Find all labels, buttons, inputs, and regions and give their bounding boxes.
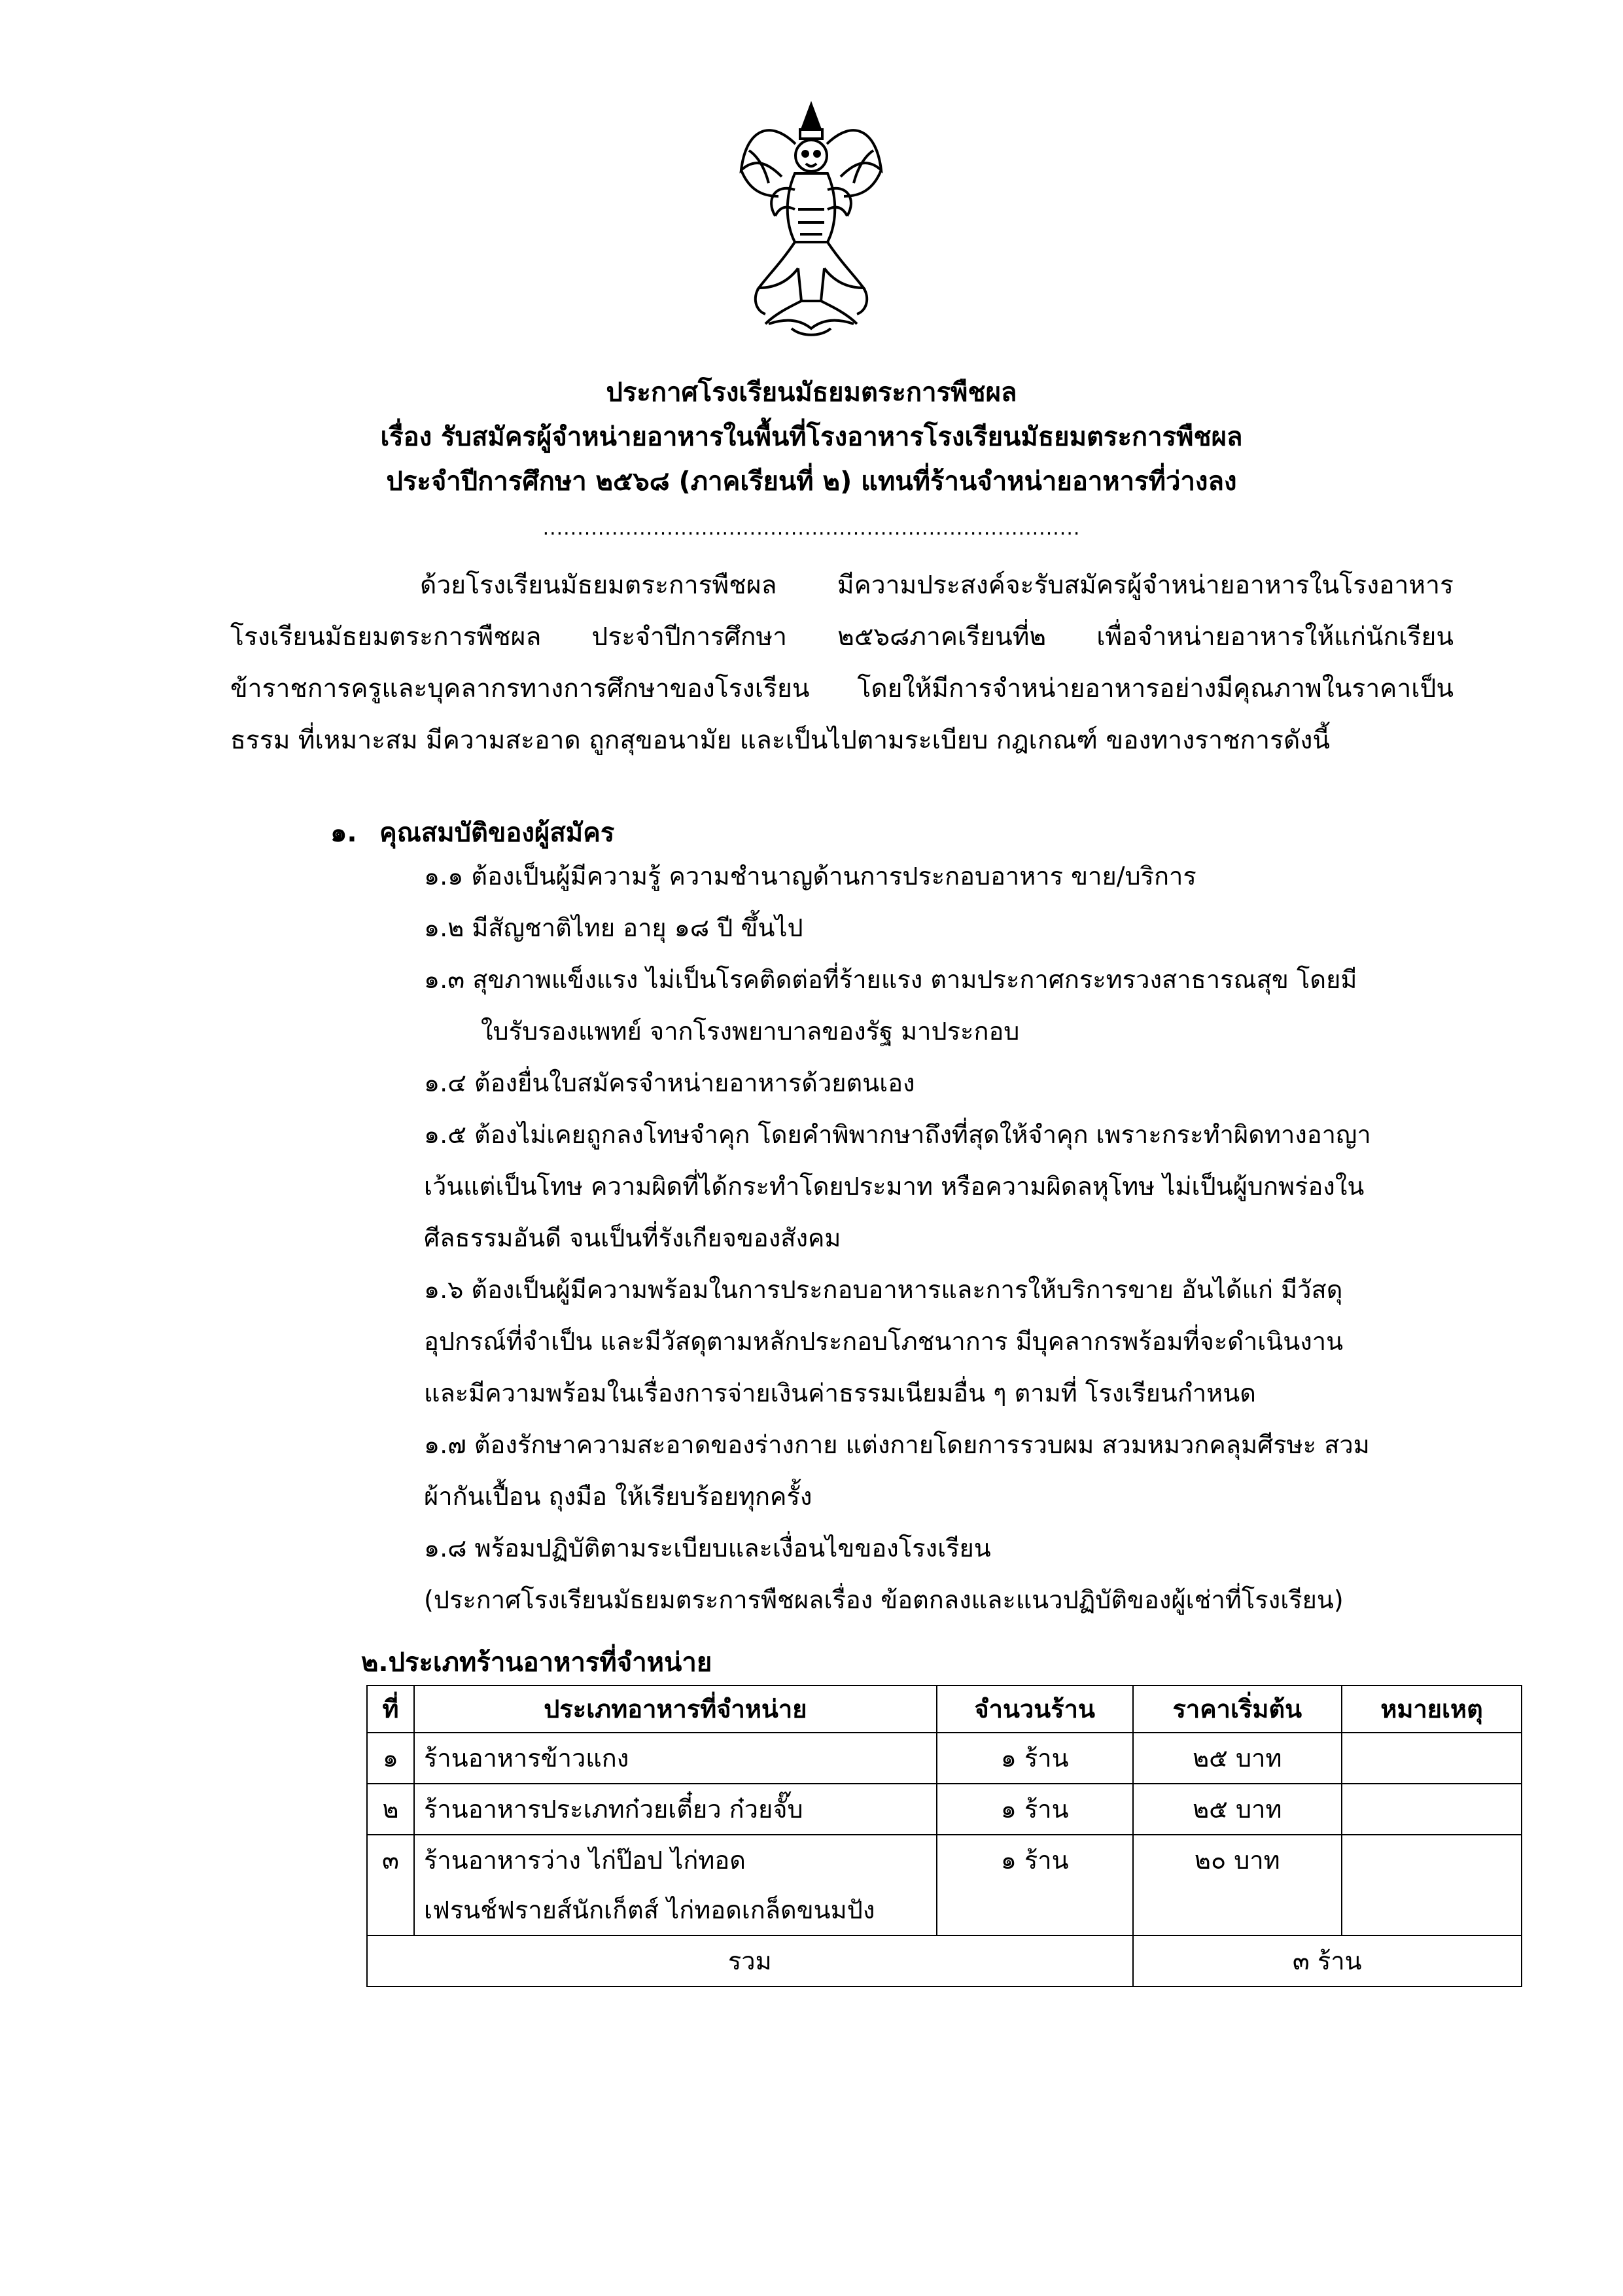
row-price: ๒๕ บาท xyxy=(1133,1733,1342,1784)
row-type: ร้านอาหารว่าง ไก่ป๊อป ไก่ทอด xyxy=(423,1846,746,1875)
table-row xyxy=(367,1835,1522,1935)
announcement-subject-line2: ประจำปีการศึกษา ๒๕๖๘ (ภาคเรียนที่ ๒) แทนที่ร้านจำหน่ายอาหารที่ว่างลง xyxy=(386,467,1237,497)
table-total-row xyxy=(367,1935,1522,1987)
qualification-1-6: ๑.๖ ต้องเป็นผู้มีความพร้อมในการประกอบอาหารและการให้บริการขาย อันได้แก่ มีวัสดุ xyxy=(424,1275,1343,1304)
qualification-1-6-cont2: และมีความพร้อมในเรื่องการจ่ายเงินค่าธรรมเนียมอื่น ๆ ตามที่ โรงเรียนกำหนด xyxy=(424,1379,1256,1407)
row-count: ๑ ร้าน xyxy=(937,1835,1133,1935)
header-no: ที่ xyxy=(367,1686,414,1733)
row-type-cell xyxy=(414,1835,937,1935)
table-row xyxy=(367,1784,1522,1835)
total-label: รวม xyxy=(367,1935,1133,1987)
qualification-1-6-cont: อุปกรณ์ที่จำเป็น และมีวัสดุตามหลักประกอบโภชนาการ มีบุคลากรพร้อมที่จะดำเนินงาน xyxy=(424,1327,1344,1356)
qualification-1-2: ๑.๒ มีสัญชาติไทย อายุ ๑๘ ปี ขึ้นไป xyxy=(424,913,803,942)
row-note xyxy=(1342,1835,1522,1935)
row-type-line2: เฟรนช์ฟรายส์นักเก็ตส์ ไก่ทอดเกล็ดขนมปัง xyxy=(423,1896,875,1924)
row-note xyxy=(1342,1784,1522,1835)
shop-types-table xyxy=(366,1685,1522,1987)
row-count: ๑ ร้าน xyxy=(937,1784,1133,1835)
qualification-1-4: ๑.๔ ต้องยื่นใบสมัครจำหน่ายอาหารด้วยตนเอง xyxy=(424,1069,915,1097)
qualification-1-7: ๑.๗ ต้องรักษาความสะอาดของร่างกาย แต่งกายโดยการรวบผม สวมหมวกคลุมศีรษะ สวม xyxy=(424,1430,1370,1459)
qualification-1-8: ๑.๘ พร้อมปฏิบัติตามระเบียบและเงื่อนไขของโรงเรียน xyxy=(424,1534,991,1563)
intro-paragraph: ด้วยโรงเรียนมัธยมตระการพืชผล มีความประสงค์จะรับสมัครผู้จำหน่ายอาหารในโรงอาหารโรงเรียนมัธยมตระการพืชผล ประจำปีการศึกษา ๒๕๖๘ภาคเรียนที่๒ เพื่อจำหน่ายอาหารให้แก่นักเรียน ข้าราชการครูและบุคลากรทางการศึกษาของโรงเรียน โดยให้มีการจำหน่ายอาหารอย่างมีคุณภาพในราคาเป็นธรรม ที่เหมาะสม มีความสะอาด ถูกสุขอนามัย และเป็นไปตามระเบียบ กฎเกณฑ์ ของทางราชการดังนี้ xyxy=(230,571,1454,755)
qualification-1-5-cont2: ศีลธรรมอันดี จนเป็นที่รังเกียจของสังคม xyxy=(424,1224,841,1252)
row-no: ๒ xyxy=(367,1784,414,1835)
qualification-1-1: ๑.๑ ต้องเป็นผู้มีความรู้ ความชำนาญด้านการประกอบอาหาร ขาย/บริการ xyxy=(424,862,1196,891)
qualification-1-3-cont: ใบรับรองแพทย์ จากโรงพยาบาลของรัฐ มาประกอบ xyxy=(481,1017,1020,1046)
qualification-1-7-cont: ผ้ากันเปื้อน ถุงมือ ให้เรียบร้อยทุกครั้ง xyxy=(424,1482,812,1511)
row-no: ๓ xyxy=(367,1835,414,1935)
qualification-1-8-note: (ประกาศโรงเรียนมัธยมตระการพืชผลเรื่อง ข้อตกลงและแนวปฏิบัติของผู้เช่าที่โรงเรียน) xyxy=(424,1585,1344,1614)
qualification-1-5-cont: เว้นแต่เป็นโทษ ความผิดที่ได้กระทำโดยประมาท หรือความผิดลหุโทษ ไม่เป็นผู้บกพร่องใน xyxy=(424,1172,1365,1201)
row-price: ๒๕ บาท xyxy=(1133,1784,1342,1835)
table-header-row xyxy=(367,1686,1522,1733)
section2-heading: ๒.ประเภทร้านอาหารที่จำหน่าย xyxy=(361,1648,712,1678)
section1-number: ๑. xyxy=(330,818,357,848)
separator-dots: .............................................................................. xyxy=(542,517,1081,540)
row-price: ๒๐ บาท xyxy=(1133,1835,1342,1935)
row-note xyxy=(1342,1733,1522,1784)
qualification-1-3: ๑.๓ สุขภาพแข็งแรง ไม่เป็นโรคติดต่อที่ร้ายแรง ตามประกาศกระทรวงสาธารณสุข โดยมี xyxy=(424,965,1357,994)
table-row xyxy=(367,1733,1522,1784)
header-note: หมายเหตุ xyxy=(1342,1686,1522,1733)
row-no: ๑ xyxy=(367,1733,414,1784)
total-value: ๓ ร้าน xyxy=(1133,1935,1522,1987)
qualification-1-5: ๑.๕ ต้องไม่เคยถูกลงโทษจำคุก โดยคำพิพากษาถึงที่สุดให้จำคุก เพราะกระทำผิดทางอาญา xyxy=(424,1120,1371,1149)
row-count: ๑ ร้าน xyxy=(937,1733,1133,1784)
header-type: ประเภทอาหารที่จำหน่าย xyxy=(414,1686,937,1733)
garuda-emblem-icon xyxy=(729,92,893,347)
row-type: ร้านอาหารประเภทก๋วยเตี๋ยว ก๋วยจั๊บ xyxy=(414,1784,937,1835)
announcement-subject: เรื่อง รับสมัครผู้จำหน่ายอาหารในพื้นที่โรงอาหารโรงเรียนมัธยมตระการพืชผล xyxy=(380,422,1243,452)
header-count: จำนวนร้าน xyxy=(937,1686,1133,1733)
section1-heading: คุณสมบัติของผู้สมัคร xyxy=(379,818,615,848)
row-type: ร้านอาหารข้าวแกง xyxy=(414,1733,937,1784)
header-price: ราคาเริ่มต้น xyxy=(1133,1686,1342,1733)
announcement-title: ประกาศโรงเรียนมัธยมตระการพืชผล xyxy=(606,378,1017,408)
